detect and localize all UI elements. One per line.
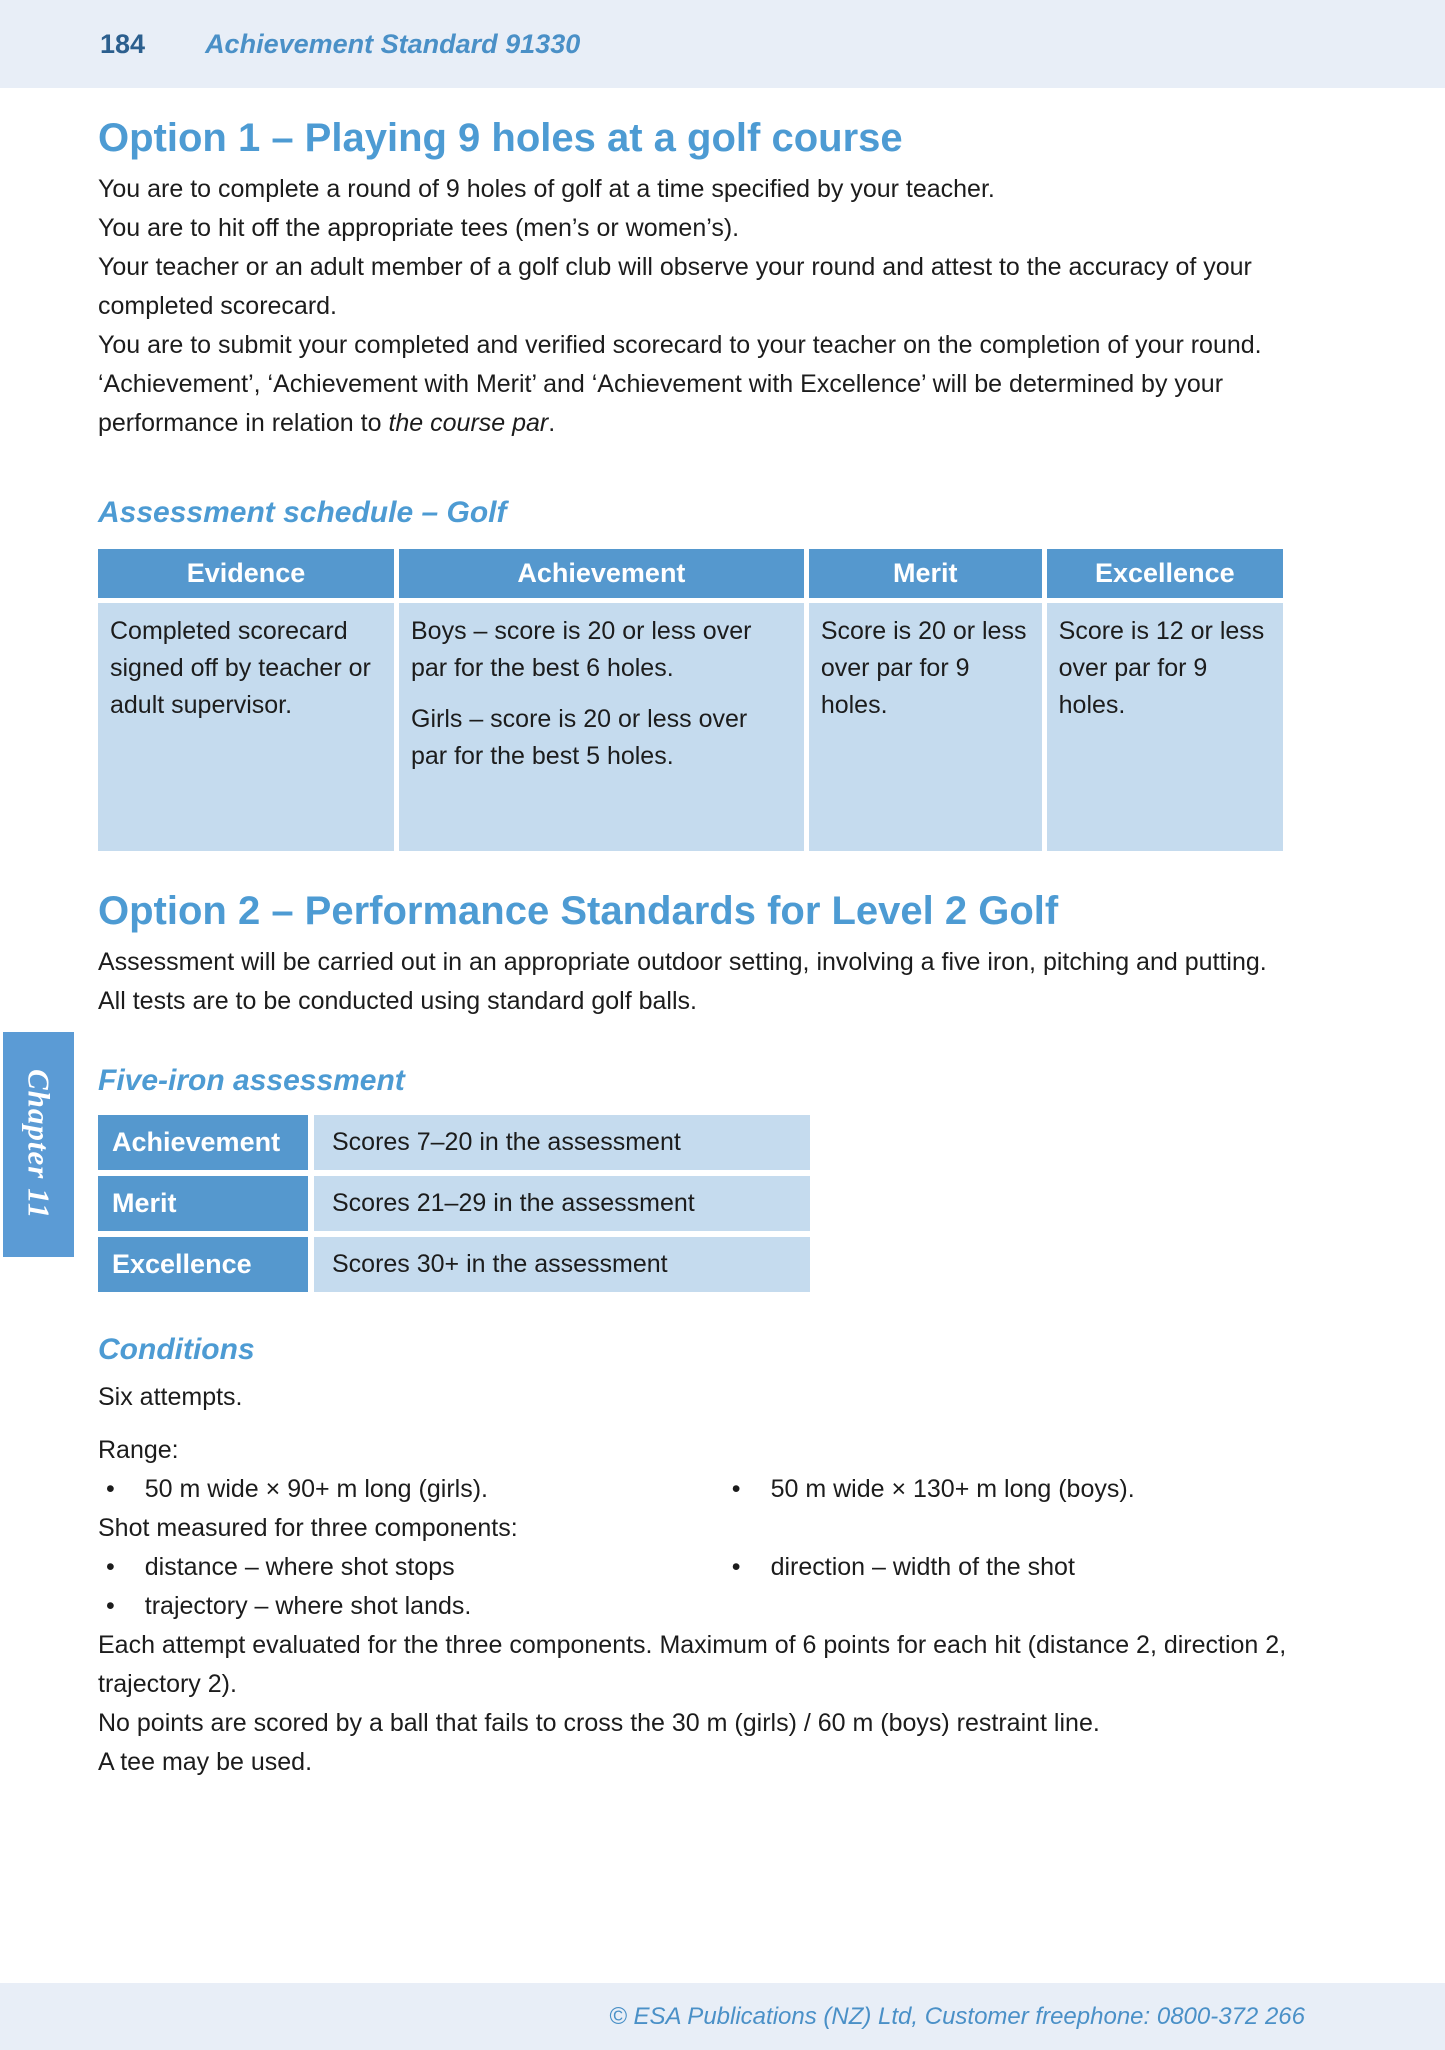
- option1-paragraph: You are to submit your completed and verified scorecard to your teacher on the completion of your round.: [98, 331, 1262, 359]
- cell-achievement-boys: Boys – score is 20 or less over par for the best 6 holes.: [411, 617, 752, 682]
- assessment-schedule-heading: Assessment schedule – Golf: [98, 496, 507, 529]
- cell-evidence-text: Completed scorecard signed off by teacher or adult supervisor.: [110, 617, 371, 719]
- option2-title: Option 2 – Performance Standards for Level 2 Golf: [98, 889, 1059, 933]
- range-bullet-girls: [98, 1470, 724, 1509]
- bullet-icon: •: [106, 1553, 115, 1581]
- option2-paragraph: Assessment will be carried out in an appropriate outdoor setting, involving a five iron, pitching and putting.: [98, 948, 1267, 976]
- option2-paragraph: All tests are to be conducted using standard golf balls.: [98, 987, 697, 1015]
- bullet-icon: •: [106, 1592, 115, 1620]
- course-par-italic: the course par: [388, 409, 549, 437]
- five-iron-row-label: Achievement: [98, 1115, 308, 1170]
- column-header-excellence: Excellence: [1047, 549, 1283, 598]
- range-bullet-boys: [724, 1470, 1135, 1509]
- conditions-heading: Conditions: [98, 1333, 255, 1366]
- range-bullet-boys-text: 50 m wide × 130+ m long (boys).: [770, 1475, 1135, 1503]
- page-number: 184: [100, 28, 146, 59]
- component-bullet-row: [98, 1587, 1290, 1626]
- bullet-icon: •: [731, 1475, 741, 1503]
- bullet-icon: •: [731, 1553, 741, 1581]
- option1-title: Option 1 – Playing 9 holes at a golf course: [98, 116, 903, 160]
- page-header-band: [0, 0, 1445, 88]
- five-iron-row-value: Scores 21–29 in the assessment: [314, 1176, 810, 1231]
- conditions-closing-paragraph: A tee may be used.: [98, 1748, 313, 1776]
- five-iron-row-label: Merit: [98, 1176, 308, 1231]
- component-bullet-distance-text: distance – where shot stops: [144, 1553, 455, 1581]
- five-iron-row-label: Excellence: [98, 1237, 308, 1292]
- cell-excellence-text: Score is 12 or less over par for 9 holes.: [1058, 617, 1265, 719]
- conditions-closing-paragraph: No points are scored by a ball that fails to cross the 30 m (girls) / 60 m (boys) restraint line.: [98, 1709, 1100, 1737]
- five-iron-row-value: Scores 7–20 in the assessment: [314, 1115, 810, 1170]
- conditions-shot-label: Shot measured for three components:: [98, 1514, 518, 1542]
- column-header-achievement: Achievement: [399, 549, 804, 598]
- cell-achievement-girls: Girls – score is 20 or less over par for the best 5 holes.: [411, 705, 748, 770]
- cell-excellence: [1047, 603, 1283, 851]
- five-iron-table: [98, 1115, 810, 1292]
- component-bullet-direction-text: direction – width of the shot: [770, 1553, 1075, 1581]
- chapter-tab: Chapter 11: [3, 1032, 74, 1257]
- column-header-evidence: Evidence: [98, 549, 394, 598]
- range-bullet-row: [98, 1470, 1290, 1509]
- component-bullet-row: [98, 1548, 1290, 1587]
- grades-text-end: .: [548, 409, 556, 437]
- conditions-six-attempts: Six attempts.: [98, 1383, 243, 1411]
- page-content: [0, 88, 1445, 1782]
- five-iron-heading: Five-iron assessment: [98, 1064, 405, 1097]
- option1-paragraph: Your teacher or an adult member of a golf club will observe your round and attest to the accuracy of your completed scorecard.: [98, 253, 1252, 320]
- component-bullet-trajectory: [98, 1587, 471, 1626]
- cell-achievement: [399, 603, 804, 851]
- page-footer-band: [0, 1983, 1445, 2050]
- grades-text: ‘Achievement’, ‘Achievement with Merit’ and ‘Achievement with Excellence’ will be determined by your performance in relation to: [98, 370, 1224, 437]
- cell-evidence: [98, 603, 394, 851]
- conditions-range-label: Range:: [98, 1436, 179, 1464]
- component-bullet-direction: [724, 1548, 1075, 1587]
- column-header-merit: Merit: [809, 549, 1042, 598]
- five-iron-row-value: Scores 30+ in the assessment: [314, 1237, 810, 1292]
- running-header-title: Achievement Standard 91330: [205, 28, 581, 59]
- option1-paragraph: You are to hit off the appropriate tees (men’s or women’s).: [98, 214, 740, 242]
- assessment-schedule-table: [98, 549, 1268, 851]
- range-bullet-girls-text: 50 m wide × 90+ m long (girls).: [144, 1475, 488, 1503]
- footer-imprint: © ESA Publications (NZ) Ltd, Customer freephone: 0800-372 266: [609, 2002, 1305, 2030]
- option1-paragraph: You are to complete a round of 9 holes of golf at a time specified by your teacher.: [98, 175, 995, 203]
- option1-paragraph-grades: [98, 365, 1290, 443]
- component-bullet-distance: [98, 1548, 724, 1587]
- cell-merit-text: Score is 20 or less over par for 9 holes.: [820, 617, 1027, 719]
- component-bullet-trajectory-text: trajectory – where shot lands.: [144, 1592, 472, 1620]
- conditions-closing-paragraph: Each attempt evaluated for the three components. Maximum of 6 points for each hit (distance 2, direction 2, trajectory 2).: [98, 1631, 1287, 1698]
- bullet-icon: •: [106, 1475, 115, 1503]
- cell-merit: [809, 603, 1042, 851]
